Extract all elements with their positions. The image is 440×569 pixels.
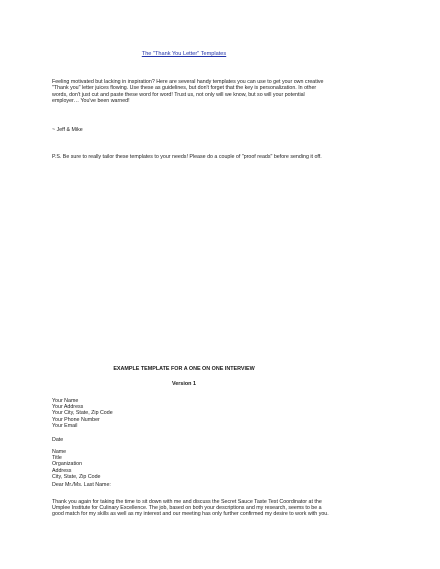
intro-paragraph xyxy=(52,79,352,104)
sender-line: Your Name xyxy=(52,398,79,404)
recipient-address-block xyxy=(52,449,100,480)
body-line: Thank you again for taking the time to sit down with me and discuss the Secret Sauce Taste Test Coordinator at the xyxy=(52,499,322,505)
recipient-line: Name xyxy=(52,449,67,455)
recipient-line: Organization xyxy=(52,461,83,468)
sender-line: Your Phone Number xyxy=(52,416,100,423)
title-link[interactable]: The "Thank You Letter" Templates xyxy=(141,51,227,57)
recipient-line: City, State, Zip Code xyxy=(52,473,101,480)
intro-line: "Thank you" letter juices flowing. Use these as guidelines, but don't forget that the key is personalization. In other xyxy=(52,85,317,92)
recipient-line: Title xyxy=(52,455,62,462)
date-label: Date xyxy=(52,437,64,443)
sender-address-block xyxy=(52,398,113,429)
version-heading: Version 1 xyxy=(172,381,196,387)
intro-line: words, don't just cut and paste these word for word! Trust us, not only will we know, but so will your potential xyxy=(52,91,305,98)
postscript: P.S. Be sure to really tailor these templates to your needs! Please do a couple of "proof reads" before sending it off. xyxy=(52,154,322,160)
body-line: Umplee Institute for Culinary Excellence. The job, based on both your descriptions and my research, seems to be a xyxy=(52,505,322,512)
recipient-line: Address xyxy=(52,467,72,474)
sender-line: Your City, State, Zip Code xyxy=(52,410,113,417)
sender-line: Your Address xyxy=(52,404,84,411)
letter-body xyxy=(52,499,329,518)
intro-line: Feeling motivated but lacking in inspiration? Here are several handy templates you can use to get your own creative xyxy=(52,79,324,85)
example-heading: EXAMPLE TEMPLATE FOR A ONE ON ONE INTERVIEW xyxy=(113,366,255,372)
signoff: ~ Jeff & Mike xyxy=(52,127,83,133)
intro-line: employer… You've been warned! xyxy=(52,97,130,104)
body-line: good match for my skills as well as my interest and our meeting has only further confirmed my desire to work with you. xyxy=(52,511,329,518)
sender-line: Your Email xyxy=(52,422,78,429)
salutation: Dear Mr./Ms. Last Name: xyxy=(52,482,111,488)
